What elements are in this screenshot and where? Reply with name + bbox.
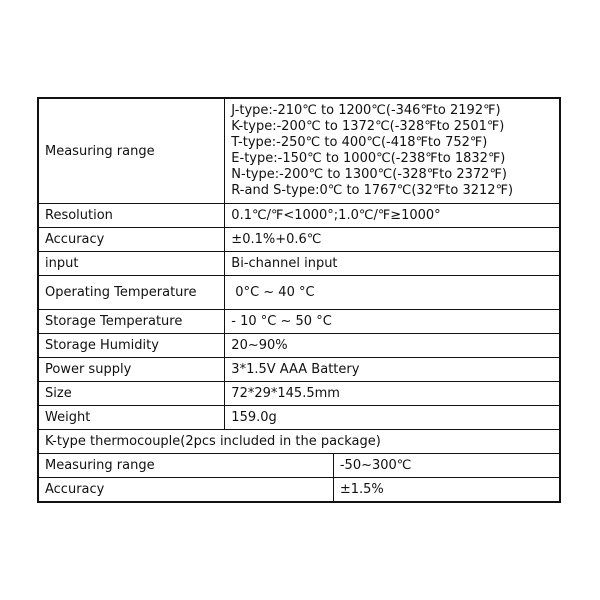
accuracy-label: Accuracy — [45, 232, 105, 247]
row-input — [39, 251, 559, 275]
thermocouple-accuracy-value: ±1.5% — [333, 478, 559, 501]
row-thermocouple-accuracy — [39, 477, 559, 501]
measuring-range-values — [224, 99, 559, 203]
range-r-s-type: R-and S-type:0℃ to 1767℃(32℉to 3212℉) — [231, 183, 514, 198]
row-size — [39, 381, 559, 405]
range-e-type: E-type:-150℃ to 1000℃(-238℉to 1832℉) — [231, 151, 506, 166]
power-supply-label: Power supply — [45, 362, 132, 377]
row-thermocouple-measuring-range — [39, 453, 559, 477]
thermocouple-accuracy-label: Accuracy — [45, 482, 105, 497]
thermocouple-heading: K-type thermocouple(2pcs included in the package) — [45, 434, 381, 449]
range-n-type: N-type:-200℃ to 1300℃(-328℉to 2372℉) — [231, 167, 507, 182]
row-thermocouple-heading — [39, 429, 559, 453]
row-accuracy — [39, 227, 559, 251]
input-value: Bi-channel input — [224, 252, 559, 275]
storage-temperature-value: - 10 °C ~ 50 °C — [224, 310, 559, 333]
power-supply-value: 3*1.5V AAA Battery — [224, 358, 559, 381]
size-label: Size — [45, 386, 72, 401]
row-resolution — [39, 203, 559, 227]
row-weight — [39, 405, 559, 429]
range-j-type: J-type:-210℃ to 1200℃(-346℉to 2192℉) — [231, 103, 501, 118]
size-value: 72*29*145.5mm — [224, 382, 559, 405]
storage-humidity-value: 20~90% — [224, 334, 559, 357]
operating-temperature-value: 0°C ~ 40 °C — [224, 276, 559, 309]
range-k-type: K-type:-200℃ to 1372℃(-328℉to 2501℉) — [231, 119, 505, 134]
resolution-value: 0.1℃/℉<1000°;1.0℃/℉≥1000° — [224, 204, 559, 227]
thermocouple-measuring-range-value: -50~300℃ — [333, 454, 559, 477]
resolution-label: Resolution — [45, 208, 113, 223]
measuring-range-label: Measuring range — [45, 143, 155, 159]
row-power-supply — [39, 357, 559, 381]
row-storage-temperature — [39, 309, 559, 333]
storage-humidity-label: Storage Humidity — [45, 338, 159, 353]
row-operating-temperature — [39, 275, 559, 309]
operating-temperature-label: Operating Temperature — [45, 285, 197, 300]
accuracy-value: ±0.1%+0.6℃ — [224, 228, 559, 251]
weight-value: 159.0g — [224, 406, 559, 429]
storage-temperature-label: Storage Temperature — [45, 314, 183, 329]
weight-label: Weight — [45, 410, 91, 425]
row-measuring-range — [39, 99, 559, 203]
range-t-type: T-type:-250℃ to 400℃(-418℉to 752℉) — [231, 135, 488, 150]
spec-table — [37, 97, 561, 503]
row-storage-humidity — [39, 333, 559, 357]
input-label: input — [45, 256, 79, 271]
thermocouple-measuring-range-label: Measuring range — [45, 458, 155, 473]
